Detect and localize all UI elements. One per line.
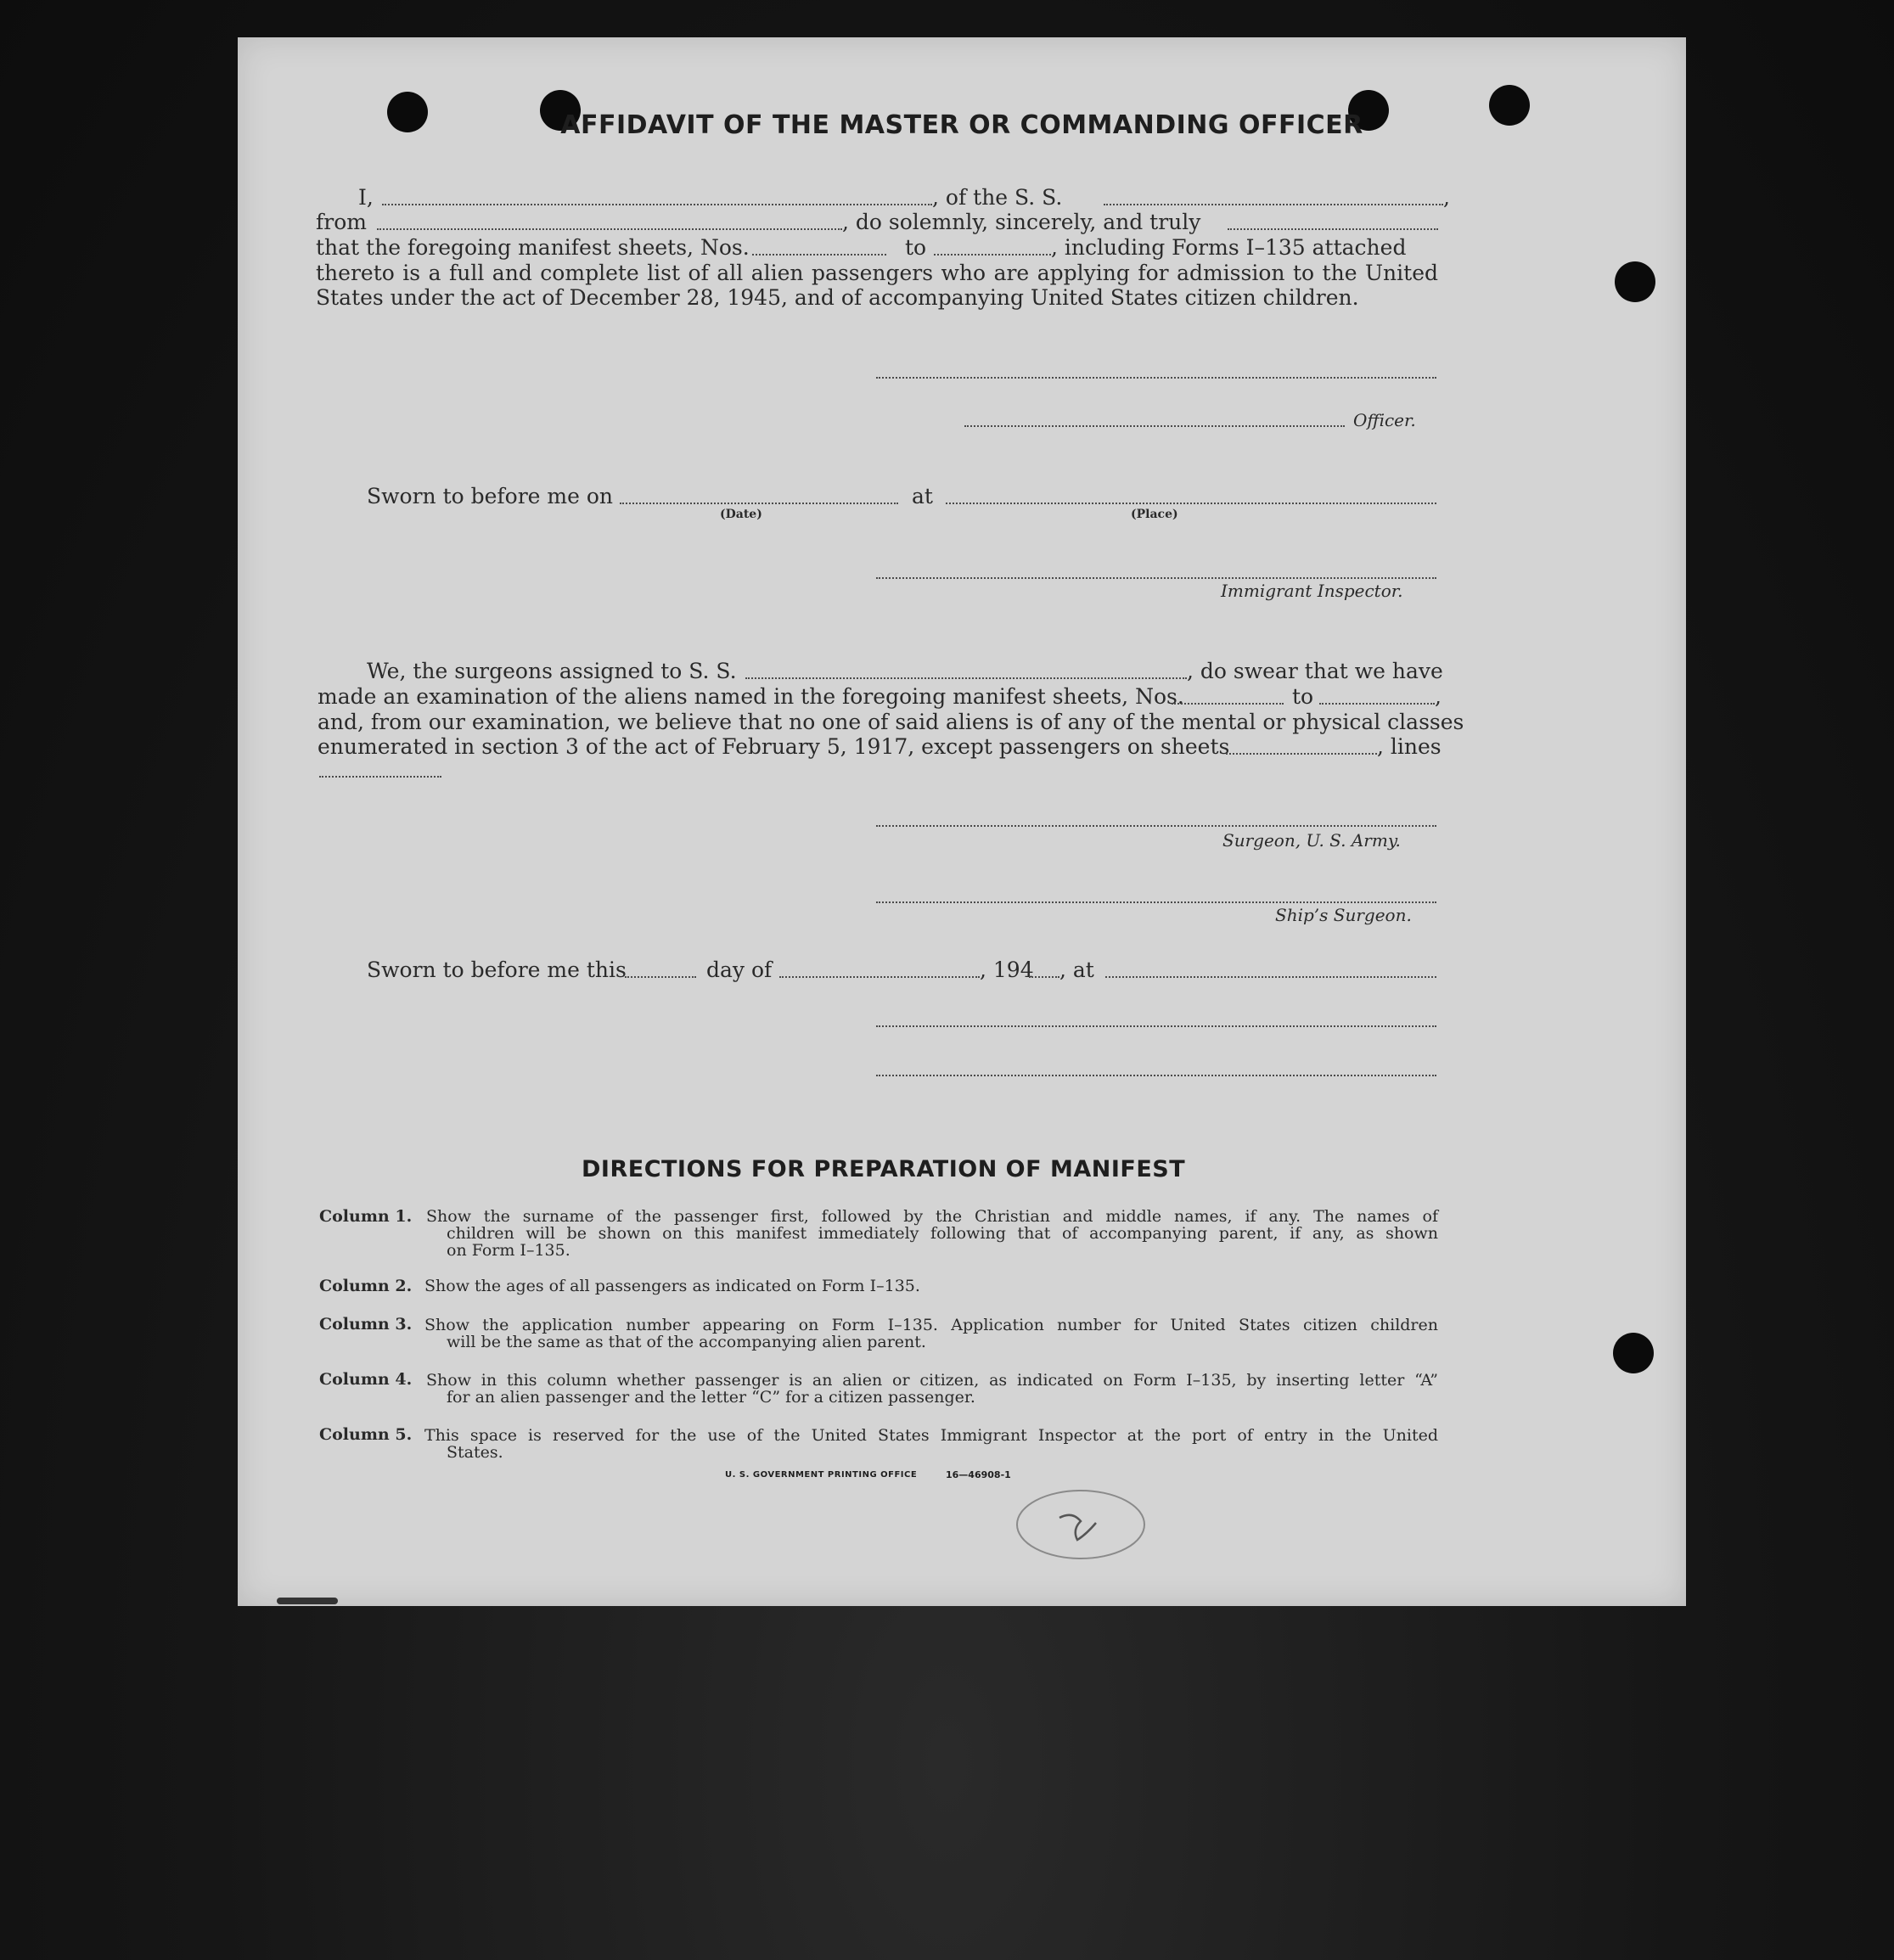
master-line-1-mid: , of the S. S. [932, 185, 1063, 210]
surgeons-line-1-start: We, the surgeons assigned to S. S. [367, 659, 737, 683]
exam-sheets-from-field[interactable] [1172, 703, 1284, 705]
sheets-to-field[interactable] [934, 254, 1051, 256]
except-sheets-field[interactable] [1226, 753, 1377, 755]
form-page [238, 37, 1686, 1606]
sworn-line-2-a: Sworn to before me this [367, 958, 627, 982]
sworn-year-field[interactable] [1029, 976, 1059, 978]
exam-sheets-to-field[interactable] [1319, 703, 1435, 705]
column-4-label: Column 4. [319, 1370, 413, 1389]
form-number: 16—46908-1 [946, 1469, 1011, 1480]
officer-signature-line[interactable] [964, 425, 1345, 427]
sworn-location-field[interactable] [1105, 976, 1436, 978]
column-5-line: States. [447, 1443, 503, 1462]
form-title: AFFIDAVIT OF THE MASTER OR COMMANDING OFFICER [560, 110, 1363, 140]
column-5-label: Column 5. [319, 1425, 413, 1444]
sworn-line-1-mid: at [912, 484, 933, 508]
column-1-line: children will be shown on this manifest immediately following that of accompanying parent, if any, as shown [447, 1224, 1438, 1243]
edge-smudge [277, 1598, 338, 1604]
column-4-line: for an alien passenger and the letter “C” for a citizen passenger. [447, 1388, 975, 1407]
surgeons-line-4-start: enumerated in section 3 of the act of February 5, 1917, except passengers on sheets [318, 734, 1230, 759]
master-line-3-end: , including Forms I–135 attached [1051, 235, 1407, 260]
column-1-line: Show the surname of the passenger first, followed by the Christian and middle names, if any. The names of [426, 1207, 1438, 1226]
master-signature-line[interactable] [876, 377, 1436, 379]
notary-signature-line[interactable] [876, 1025, 1436, 1027]
sworn-month-field[interactable] [779, 976, 980, 978]
master-line-3-mid: to [905, 235, 927, 260]
column-3-label: Column 3. [319, 1315, 413, 1334]
surgeons-ship-field[interactable] [745, 677, 1187, 679]
except-lines-field[interactable] [319, 776, 441, 778]
surgeons-line-4-end: , lines [1377, 734, 1442, 759]
ship-surgeon-label: Ship’s Surgeon. [1275, 905, 1412, 925]
inspector-signature-line[interactable] [876, 577, 1436, 579]
army-surgeon-signature-line[interactable] [876, 825, 1436, 827]
place-caption: (Place) [1131, 508, 1178, 521]
master-line-2-start: from [316, 210, 367, 234]
master-line-5: States under the act of December 28, 1945, and of accompanying United States citizen children. [316, 285, 1359, 310]
sworn-day-field[interactable] [625, 976, 696, 978]
directions-heading: DIRECTIONS FOR PREPARATION OF MANIFEST [582, 1156, 1186, 1182]
column-4-line: Show in this column whether passenger is an alien or citizen, as indicated on Form I–135, by inserting letter “A” [426, 1371, 1438, 1390]
punch-hole [1615, 261, 1655, 302]
printer-imprint: U. S. GOVERNMENT PRINTING OFFICE [725, 1470, 918, 1480]
master-line-2-mid: , do solemnly, sincerely, and truly [842, 210, 1201, 234]
sworn-line-2-b: day of [706, 958, 773, 982]
column-1-label: Column 1. [319, 1207, 413, 1226]
sworn-line-2-d: , at [1059, 958, 1094, 982]
sworn-line-1-start: Sworn to before me on [367, 484, 614, 508]
master-line-1-end: , [1443, 185, 1450, 210]
date-caption: (Date) [720, 508, 762, 521]
oath-field[interactable] [1228, 228, 1438, 230]
surgeons-line-3: and, from our examination, we believe that no one of said aliens is of any of the mental or physical classes [318, 710, 1464, 734]
ship-surgeon-signature-line[interactable] [876, 901, 1436, 903]
port-from-field[interactable] [377, 228, 842, 230]
column-1-line: on Form I–135. [447, 1241, 570, 1260]
master-line-3-start: that the foregoing manifest sheets, Nos. [316, 235, 750, 260]
sworn-date-field[interactable] [620, 503, 898, 504]
sheets-from-field[interactable] [752, 254, 886, 256]
surgeons-line-2-end: , [1435, 684, 1442, 709]
column-5-line: This space is reserved for the use of the United States Immigrant Inspector at the port of entry in the United [424, 1426, 1438, 1445]
column-3-line: will be the same as that of the accompanying alien parent. [447, 1333, 926, 1351]
master-line-1-start: I, [358, 185, 374, 210]
surgeons-line-2-mid: to [1292, 684, 1314, 709]
column-3-line: Show the application number appearing on Form I–135. Application number for United States citizen children [424, 1316, 1438, 1334]
surgeons-line-1-end: , do swear that we have [1187, 659, 1443, 683]
notary-title-line[interactable] [876, 1075, 1436, 1076]
sworn-place-field[interactable] [946, 503, 1436, 504]
officer-label: Officer. [1353, 410, 1416, 430]
sworn-line-2-c: , 194 [980, 958, 1034, 982]
army-surgeon-label: Surgeon, U. S. Army. [1222, 830, 1401, 851]
master-line-4: thereto is a full and complete list of all alien passengers who are applying for admission to the United [316, 261, 1438, 285]
punch-hole [1613, 1333, 1654, 1373]
column-2-line: Show the ages of all passengers as indicated on Form I–135. [424, 1277, 920, 1295]
column-2-label: Column 2. [319, 1277, 413, 1295]
ship-name-field[interactable] [1104, 204, 1443, 205]
surgeons-line-2-start: made an examination of the aliens named in the foregoing manifest sheets, Nos. [318, 684, 1184, 709]
handwritten-mark [1009, 1484, 1153, 1569]
master-name-field[interactable] [382, 204, 932, 205]
inspector-label: Immigrant Inspector. [1221, 581, 1403, 601]
